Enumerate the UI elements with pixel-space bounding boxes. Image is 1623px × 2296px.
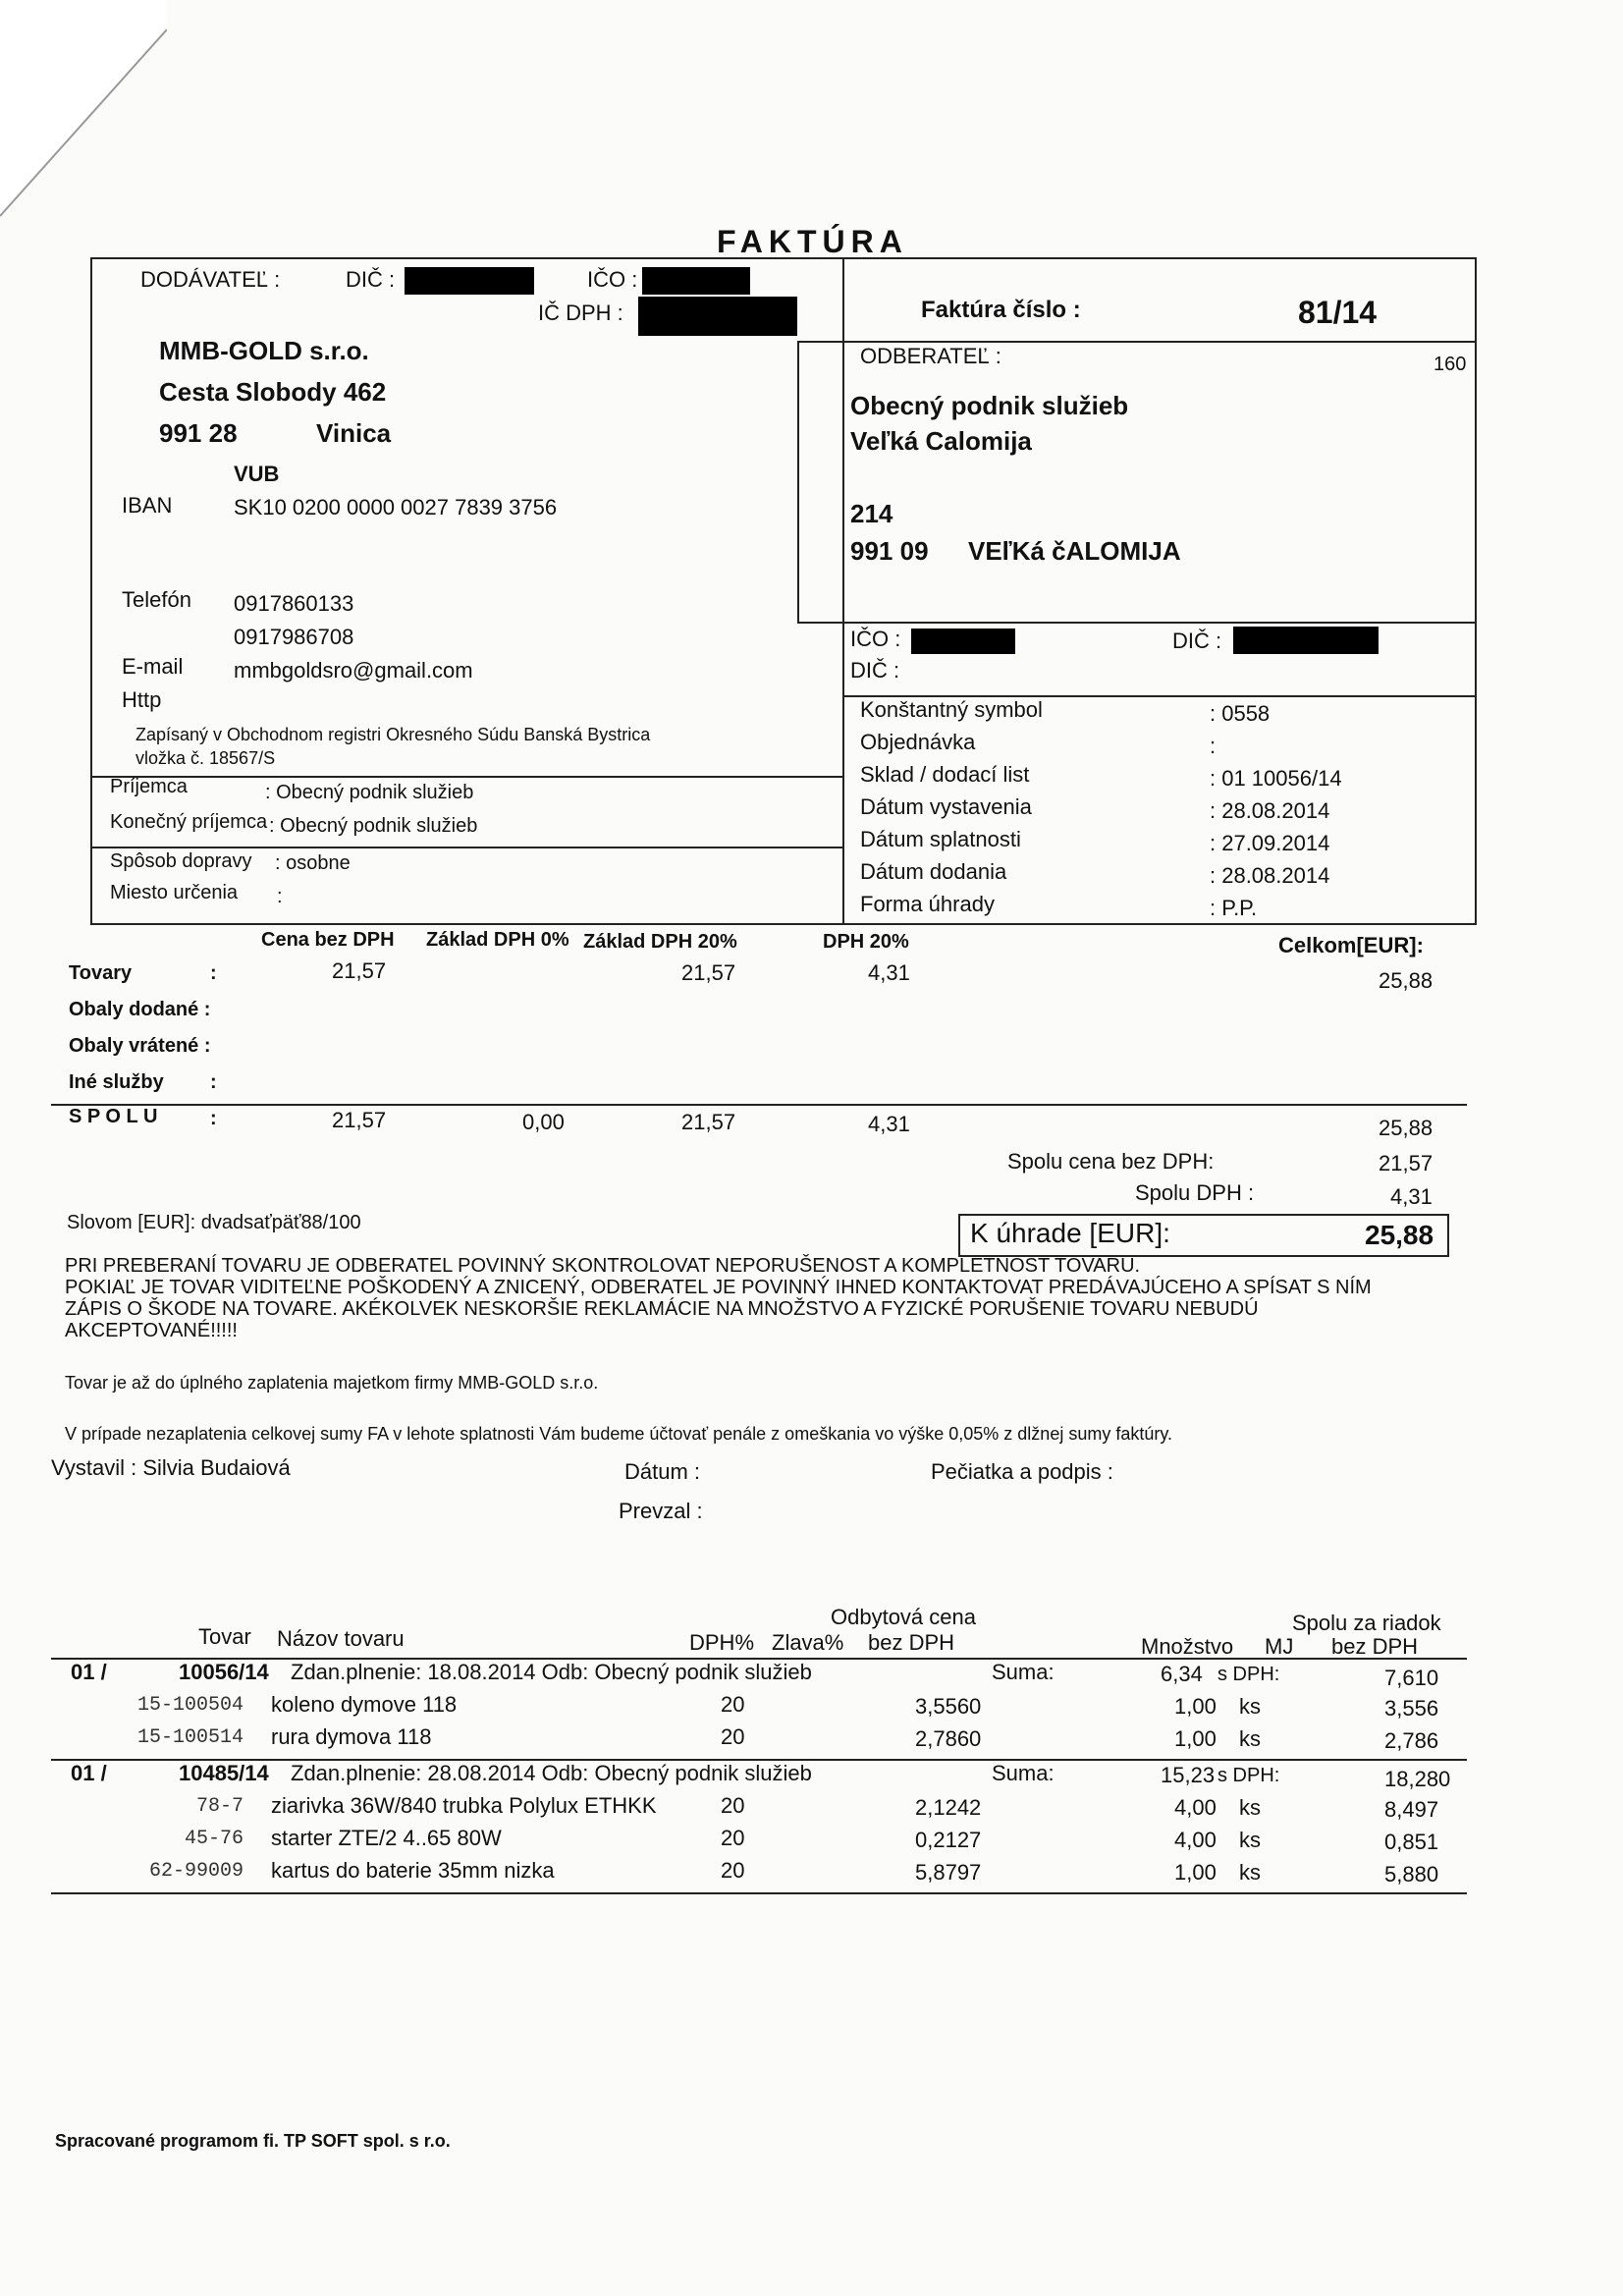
group-suma-total: 7,610 xyxy=(1384,1666,1439,1690)
customer-ico-label: IČO : xyxy=(850,627,901,651)
item-unit: ks xyxy=(1239,1795,1261,1820)
customer-dic2-label: DIČ : xyxy=(850,658,900,683)
customer-city: VEľKá čALOMIJA xyxy=(968,536,1181,566)
stamp-label: Pečiatka a podpis : xyxy=(931,1459,1113,1484)
item-price: 0,2127 xyxy=(915,1828,982,1852)
item-price: 2,7860 xyxy=(915,1726,982,1751)
phone-2: 0917986708 xyxy=(234,625,354,649)
transport-label: Spôsob dopravy xyxy=(110,850,252,872)
item-total: 2,786 xyxy=(1384,1728,1439,1753)
redacted-dic xyxy=(405,267,534,295)
http-label: Http xyxy=(122,687,162,712)
detail-value: : xyxy=(1210,734,1217,758)
item-quantity: 4,00 xyxy=(1174,1828,1217,1852)
detail-label: Forma úhrady xyxy=(860,892,995,916)
issued-by: Vystavil : Silvia Budaiová xyxy=(51,1455,291,1480)
item-unit: ks xyxy=(1239,1860,1261,1885)
summary-row-label: Tovary xyxy=(69,962,133,984)
detail-value: : 01 10056/14 xyxy=(1210,766,1342,791)
header-celkom: Celkom[EUR]: xyxy=(1278,933,1424,957)
phone-label: Telefón xyxy=(122,587,191,612)
item-quantity: 1,00 xyxy=(1174,1694,1217,1719)
detail-value: : 0558 xyxy=(1210,701,1271,726)
notice-line-4: AKCEPTOVANÉ!!!!! xyxy=(65,1320,238,1341)
item-quantity: 4,00 xyxy=(1174,1795,1217,1820)
item-dph: 20 xyxy=(721,1858,745,1883)
invoice-number: 81/14 xyxy=(1298,295,1378,330)
recipient-value: : Obecný podnik služieb xyxy=(265,782,474,803)
spolu-label: S P O L U xyxy=(69,1106,158,1127)
spolu-dph: 4,31 xyxy=(868,1112,910,1136)
customer-box xyxy=(797,341,1477,624)
iban-value: SK10 0200 0000 0027 7839 3756 xyxy=(234,495,558,519)
email-label: E-mail xyxy=(122,654,184,679)
group-sdph-label: s DPH: xyxy=(1217,1765,1280,1786)
invoice-number-label: Faktúra číslo : xyxy=(921,297,1081,323)
customer-zip: 991 09 xyxy=(850,536,929,566)
summary-row-zaklad-20: 21,57 xyxy=(681,960,736,985)
item-total: 3,556 xyxy=(1384,1696,1439,1721)
col-spolu-za: Spolu za riadok xyxy=(1292,1611,1441,1635)
notice-line-2: POKIAĽ JE TOVAR VIDITEĽNE POŠKODENÝ A ZNICENÝ, ODBERATEL JE POVINNÝ IHNED KONTAKTOVAT PREDÁVAJÚCEHO A SPÍSAT S NÍM xyxy=(65,1277,1372,1298)
customer-label: ODBERATEĽ : xyxy=(860,344,1001,368)
col-tovar: Tovar xyxy=(198,1624,251,1649)
item-total: 8,497 xyxy=(1384,1797,1439,1822)
item-name: ziarivka 36W/840 trubka Polylux ETHKK xyxy=(271,1793,657,1818)
customer-dic-label: DIČ : xyxy=(1172,629,1222,653)
detail-label: Konštantný symbol xyxy=(860,697,1043,722)
final-recipient-value: : Obecný podnik služieb xyxy=(269,815,478,837)
detail-label: Sklad / dodací list xyxy=(860,762,1030,787)
invoice-title: FAKTÚRA xyxy=(717,224,908,259)
ownership-note: Tovar je až do úplného zaplatenia majetkom firmy MMB-GOLD s.r.o. xyxy=(65,1373,599,1393)
invoice-side-number: 160 xyxy=(1434,354,1467,375)
group-suma-qty: 15,23 xyxy=(1161,1763,1216,1787)
item-name: koleno dymove 118 xyxy=(271,1692,458,1717)
item-dph: 20 xyxy=(721,1724,745,1749)
final-recipient-label: Konečný príjemca xyxy=(110,811,268,833)
supplier-city: Vinica xyxy=(316,418,392,448)
col-nazov: Názov tovaru xyxy=(277,1626,405,1651)
col-bez-dph: bez DPH xyxy=(868,1630,955,1655)
header-dph-20: DPH 20% xyxy=(823,931,909,953)
spolu-cena: 21,57 xyxy=(332,1108,387,1132)
spolu-cena-label: Spolu cena bez DPH: xyxy=(1007,1149,1215,1174)
customer-name-1: Obecný podnik služieb xyxy=(850,391,1129,420)
group-description: Zdan.plnenie: 18.08.2014 Odb: Obecný podnik služieb xyxy=(291,1660,812,1684)
detail-label: Dátum dodania xyxy=(860,859,1007,884)
recipient-label: Príjemca xyxy=(110,776,188,797)
item-price: 2,1242 xyxy=(915,1795,982,1820)
summary-row-label: Iné služby xyxy=(69,1071,164,1093)
detail-label: Dátum vystavenia xyxy=(860,794,1032,819)
amount-in-words: Slovom [EUR]: dvadsaťpäť88/100 xyxy=(67,1212,361,1233)
email-value: mmbgoldsro@gmail.com xyxy=(234,658,473,683)
detail-value: : P.P. xyxy=(1210,896,1258,920)
detail-value: : 27.09.2014 xyxy=(1210,831,1330,855)
group-divider xyxy=(51,1892,1467,1894)
col-mj: MJ xyxy=(1265,1634,1294,1659)
header-zaklad-20: Základ DPH 20% xyxy=(583,931,737,953)
item-dph: 20 xyxy=(721,1793,745,1818)
registry-line-2: vložka č. 18567/S xyxy=(135,748,276,768)
redacted-ico xyxy=(642,267,750,295)
summary-row-label: Obaly dodané : xyxy=(69,999,211,1020)
item-dph: 20 xyxy=(721,1826,745,1850)
redacted-customer-ico xyxy=(911,629,1015,654)
item-dph: 20 xyxy=(721,1692,745,1717)
group-suma-qty: 6,34 xyxy=(1161,1662,1203,1686)
transport-value: : osobne xyxy=(275,852,351,874)
col-bez-dph-2: bez DPH xyxy=(1331,1634,1419,1659)
spolu-colon: : xyxy=(210,1108,217,1129)
date-label: Dátum : xyxy=(624,1459,701,1484)
detail-label: Objednávka xyxy=(860,730,976,754)
group-document: 10485/14 xyxy=(179,1761,269,1785)
col-odbytova: Odbytová cena xyxy=(831,1605,976,1629)
group-prefix: 01 / xyxy=(71,1660,107,1684)
item-code: 78-7 xyxy=(195,1795,243,1818)
item-name: kartus do baterie 35mm nizka xyxy=(271,1858,555,1883)
supplier-street: Cesta Slobody 462 xyxy=(159,377,387,407)
customer-name-2: Veľká Calomija xyxy=(850,426,1032,456)
footer-note: Spracované programom fi. TP SOFT spol. s r.o. xyxy=(55,2131,451,2151)
header-zaklad-0: Základ DPH 0% xyxy=(426,929,569,951)
spolu-total: 25,88 xyxy=(1379,1116,1434,1140)
summary-row-cena: 21,57 xyxy=(332,958,387,983)
penalty-note: V prípade nezaplatenia celkovej sumy FA v lehote splatnosti Vám budeme účtovať penále z omeškania vo výške 0,05% z dlžnej sumy faktúry. xyxy=(65,1424,1173,1444)
destination-value: : xyxy=(277,886,283,907)
customer-street: 214 xyxy=(850,499,893,528)
col-zlava: Zlava% xyxy=(772,1630,844,1655)
supplier-label: DODÁVATEĽ : xyxy=(140,267,281,292)
supplier-zip: 991 28 xyxy=(159,418,238,448)
spolu-dph-value: 4,31 xyxy=(1390,1184,1433,1209)
received-label: Prevzal : xyxy=(619,1499,703,1523)
spolu-cena-value: 21,57 xyxy=(1379,1151,1434,1175)
summary-row-total: 25,88 xyxy=(1379,968,1434,993)
spolu-zaklad-20: 21,57 xyxy=(681,1110,736,1134)
summary-row-dph: 4,31 xyxy=(868,960,910,985)
k-uhrade-label: K úhrade [EUR]: xyxy=(970,1218,1170,1248)
phone-1: 0917860133 xyxy=(234,591,354,616)
summary-row-label: Obaly vrátené : xyxy=(69,1035,211,1057)
spolu-zaklad-0: 0,00 xyxy=(522,1110,565,1134)
col-mnozstvo: Množstvo xyxy=(1141,1634,1234,1659)
group-suma-total: 18,280 xyxy=(1384,1767,1451,1791)
header-cena-bez-dph: Cena bez DPH xyxy=(261,929,395,951)
group-suma-label: Suma: xyxy=(992,1761,1055,1785)
folded-corner xyxy=(0,0,167,226)
notice-line-1: PRI PREBERANÍ TOVARU JE ODBERATEL POVINNÝ SKONTROLOVAT NEPORUŠENOST A KOMPLETNOST TOVARU. xyxy=(65,1255,1141,1277)
col-dph: DPH% xyxy=(689,1630,755,1655)
supplier-dic-label: DIČ : xyxy=(346,267,396,292)
k-uhrade-value: 25,88 xyxy=(1365,1220,1434,1250)
supplier-name: MMB-GOLD s.r.o. xyxy=(159,336,369,365)
item-price: 5,8797 xyxy=(915,1860,982,1885)
item-name: starter ZTE/2 4..65 80W xyxy=(271,1826,502,1850)
group-suma-label: Suma: xyxy=(992,1660,1055,1684)
supplier-bank: VUB xyxy=(234,462,280,486)
destination-label: Miesto určenia xyxy=(110,882,239,903)
item-unit: ks xyxy=(1239,1694,1261,1719)
summary-row-colon: : xyxy=(210,962,217,984)
item-total: 5,880 xyxy=(1384,1862,1439,1886)
spolu-dph-label: Spolu DPH : xyxy=(1135,1180,1255,1205)
item-total: 0,851 xyxy=(1384,1830,1439,1854)
item-price: 3,5560 xyxy=(915,1694,982,1719)
group-sdph-label: s DPH: xyxy=(1217,1664,1280,1685)
redacted-customer-dic xyxy=(1233,627,1379,654)
item-code: 62-99009 xyxy=(148,1860,243,1883)
item-code: 15-100514 xyxy=(136,1726,243,1749)
item-name: rura dymova 118 xyxy=(271,1724,432,1749)
registry-line-1: Zapísaný v Obchodnom registri Okresného Súdu Banská Bystrica xyxy=(135,725,651,744)
supplier-icdph-label: IČ DPH : xyxy=(538,301,623,325)
item-quantity: 1,00 xyxy=(1174,1860,1217,1885)
notice-line-3: ZÁPIS O ŠKODE NA TOVARE. AKÉKOLVEK NESKORŠIE REKLAMÁCIE NA MNOŽSTVO A FYZICKÉ PORUŠENIE TOVARU NEBUDÚ xyxy=(65,1298,1259,1320)
summary-row-colon: : xyxy=(210,1071,217,1093)
supplier-ico-label: IČO : xyxy=(587,267,638,292)
item-unit: ks xyxy=(1239,1828,1261,1852)
detail-label: Dátum splatnosti xyxy=(860,827,1021,851)
redacted-icdph xyxy=(638,297,797,336)
item-quantity: 1,00 xyxy=(1174,1726,1217,1751)
detail-value: : 28.08.2014 xyxy=(1210,798,1330,823)
iban-label: IBAN xyxy=(122,493,173,518)
item-code: 45-76 xyxy=(184,1828,243,1850)
item-code: 15-100504 xyxy=(136,1694,243,1717)
group-description: Zdan.plnenie: 28.08.2014 Odb: Obecný podnik služieb xyxy=(291,1761,812,1785)
group-document: 10056/14 xyxy=(179,1660,269,1684)
group-prefix: 01 / xyxy=(71,1761,107,1785)
item-unit: ks xyxy=(1239,1726,1261,1751)
detail-value: : 28.08.2014 xyxy=(1210,863,1330,888)
